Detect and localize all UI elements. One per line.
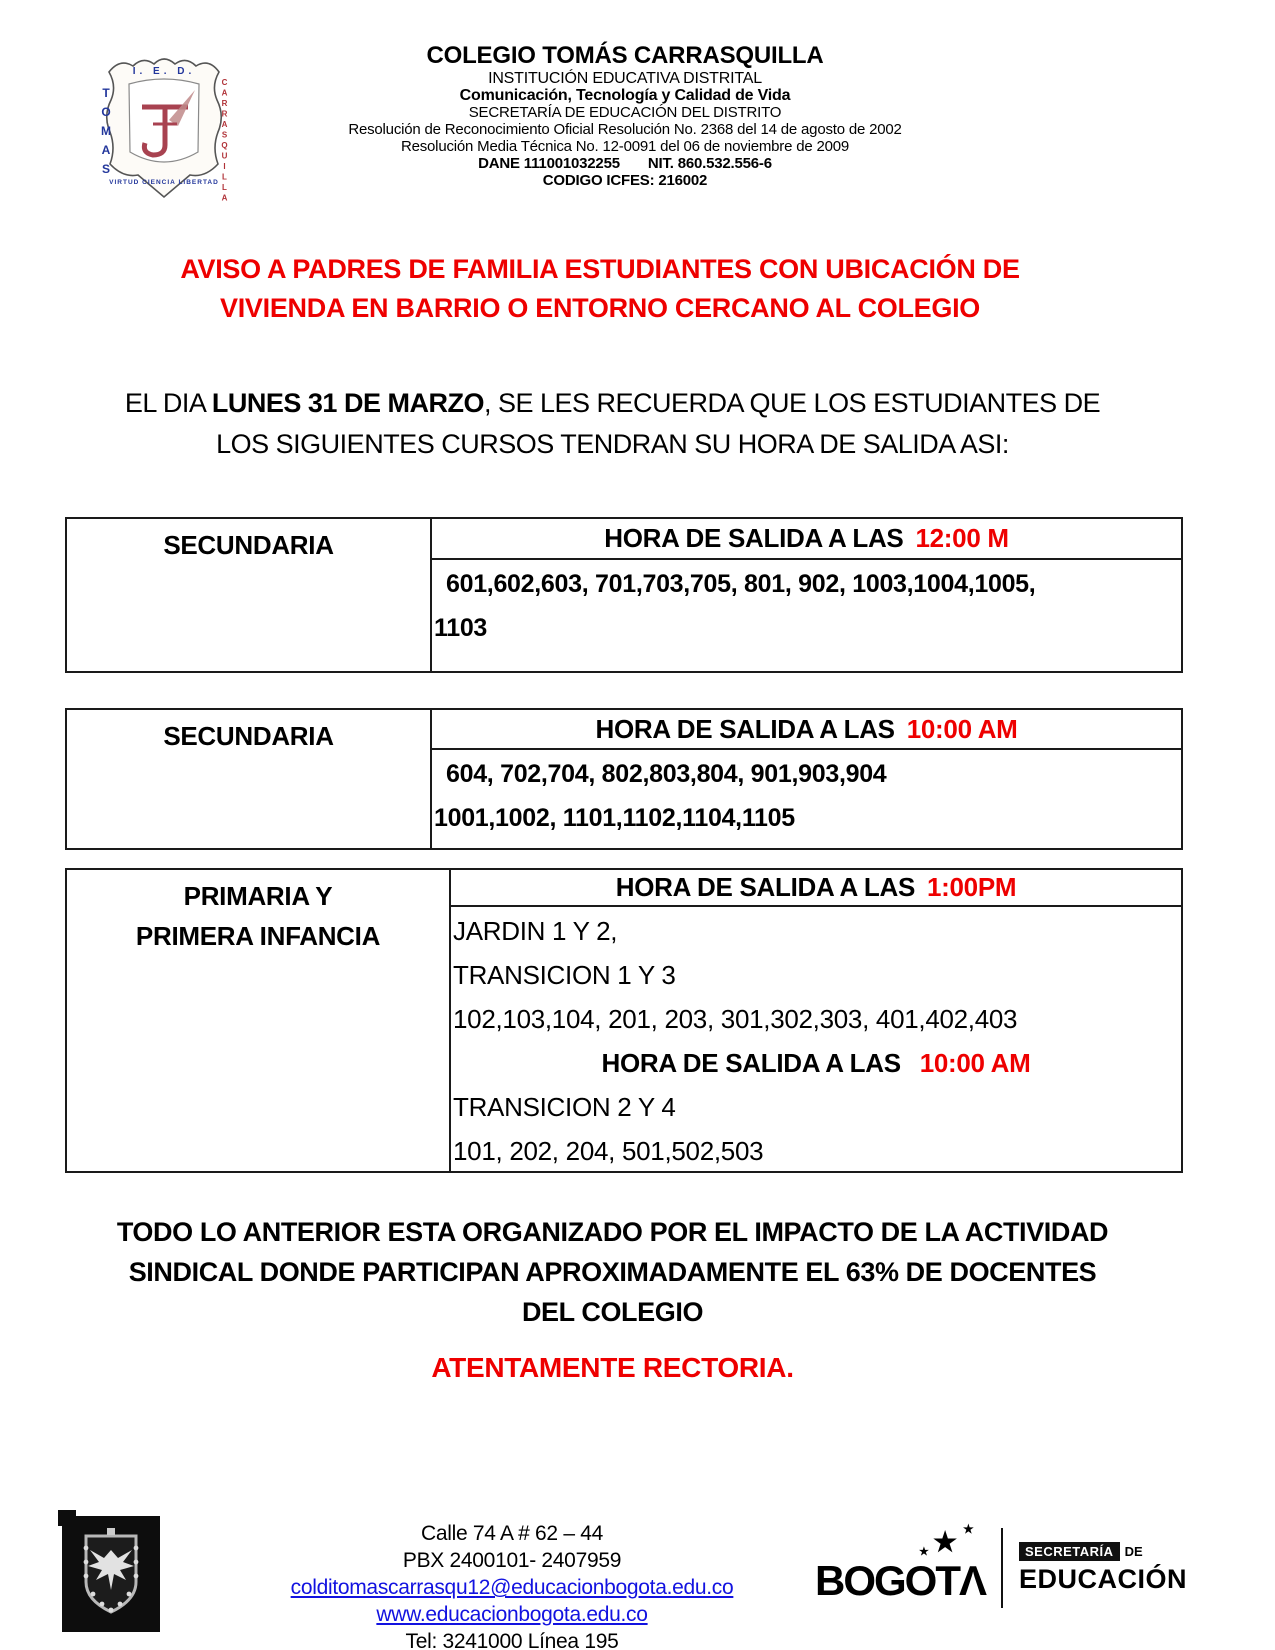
signature-line: ATENTAMENTE RECTORIA.: [431, 1352, 794, 1383]
school-name: COLEGIO TOMÁS CARRASQUILLA: [426, 42, 824, 69]
secretary-line: SECRETARÍA DE EDUCACIÓN DEL DISTRITO: [468, 104, 782, 121]
course-line: 604, 702,704, 802,803,804, 901,903,904: [446, 760, 887, 788]
group-line1: PRIMARIA Y: [183, 881, 333, 911]
course-line: JARDIN 1 Y 2,: [453, 916, 618, 946]
exit-time: 10:00 AM: [919, 1048, 1031, 1078]
group-cell: SECUNDARIA: [67, 519, 432, 671]
dane-code: DANE 111001032255: [478, 155, 620, 172]
resolution-1: Resolución de Reconocimiento Oficial Resolución No. 2368 del 14 de agosto de 2002: [348, 121, 902, 138]
resolution-2: Resolución Media Técnica No. 12-0091 del 06 de noviembre de 2009: [400, 138, 850, 155]
schedule-table-secundaria-10: [65, 708, 1183, 850]
header-cell: [432, 519, 1181, 560]
course-line: TRANSICION 2 Y 4: [453, 1092, 676, 1122]
de-text: DE: [1124, 1543, 1143, 1559]
closing-line2: SINDICAL DONDE PARTICIPAN APROXIMADAMENTE EL 63% DE DOCENTES: [128, 1257, 1097, 1287]
bogota-coat-of-arms-logo: [62, 1516, 160, 1632]
course-line: TRANSICION 1 Y 3: [453, 960, 676, 990]
header-cell: [451, 870, 1181, 907]
header-label: HORA DE SALIDA A LAS: [601, 1048, 901, 1078]
icfes-code: CODIGO ICFES: 216002: [542, 172, 708, 189]
educacion-text: EDUCACIÓN: [1019, 1563, 1188, 1594]
logo-motto-text: VIRTUD CIENCIA LIBERTAD: [109, 179, 219, 186]
intro-line2: LOS SIGUIENTES CURSOS TENDRAN SU HORA DE SALIDA ASI:: [216, 429, 1009, 459]
footer-tel: Tel: 3241000 Línea 195: [405, 1630, 619, 1650]
schedule-table-primaria: [65, 868, 1183, 1173]
course-line: 1001,1002, 1101,1102,1104,1105: [434, 804, 795, 832]
institution-motto: Comunicación, Tecnología y Calidad de Vida: [459, 87, 791, 104]
secretaria-badge: SECRETARÍA: [1019, 1542, 1120, 1561]
footer-contact-block: [262, 1520, 762, 1650]
intro-date: LUNES 31 DE MARZO: [211, 388, 484, 418]
course-line: 1103: [434, 614, 488, 642]
bogota-education-logo: [815, 1522, 1188, 1608]
schedule-table-secundaria-12: [65, 517, 1183, 673]
courses-cell: [432, 560, 1181, 671]
header-label: HORA DE SALIDA A LAS: [615, 872, 915, 902]
closing-line3: DEL COLEGIO: [521, 1297, 704, 1327]
courses-cell: [451, 907, 1181, 1173]
group-line2: PRIMERA INFANCIA: [135, 921, 381, 951]
course-line: 102,103,104, 201, 203, 301,302,303, 401,402,403: [453, 1004, 1018, 1034]
bogota-text: BOGOT: [815, 1557, 959, 1604]
notice-title-line1: AVISO A PADRES DE FAMILIA ESTUDIANTES CON UBICACIÓN DE: [180, 254, 1020, 284]
bogota-lambda-a: Λ: [959, 1557, 988, 1604]
course-line: 601,602,603, 701,703,705, 801, 902, 1003,1004,1005,: [446, 570, 1036, 598]
header-label: HORA DE SALIDA A LAS: [604, 523, 904, 553]
header-cell: [432, 710, 1181, 750]
big-star-icon: ★: [933, 1527, 956, 1557]
exit-time: 12:00 M: [915, 523, 1009, 553]
footer-address: Calle 74 A # 62 – 44: [421, 1522, 603, 1545]
footer-pbx: PBX 2400101- 2407959: [402, 1549, 622, 1572]
notice-title: [70, 250, 1130, 328]
footer-email-link[interactable]: colditomascarrasqu12@educacionbogota.edu.co: [290, 1576, 734, 1599]
secretaria-educacion-block: [1019, 1542, 1187, 1595]
footer-website-link[interactable]: www.educacionbogota.edu.co: [376, 1603, 648, 1626]
bogota-wordmark: [815, 1522, 988, 1605]
small-star-icon: ★: [963, 1522, 972, 1536]
group-cell: [67, 870, 451, 1173]
logo-carrasquilla-text: CARRASQUILLA: [220, 78, 229, 204]
nit-code: NIT. 860.532.556-6: [647, 155, 772, 172]
notice-title-line2: VIVIENDA EN BARRIO O ENTORNO CERCANO AL COLEGIO: [220, 293, 980, 323]
logo-divider: [1001, 1528, 1003, 1608]
small-star-icon: ★: [919, 1546, 927, 1558]
intro-paragraph: [70, 383, 1155, 465]
exit-time: 10:00 AM: [906, 713, 1018, 744]
course-line: 101, 202, 204, 501,502,503: [453, 1136, 764, 1166]
intro-pre: EL DIA: [124, 388, 212, 418]
exit-time: 1:00PM: [927, 872, 1017, 902]
secretaria-de-line: [1019, 1542, 1187, 1561]
logo-tomas-text: TOMAS: [99, 86, 113, 181]
dane-nit-line: [150, 155, 1100, 172]
institution-type: INSTITUCIÓN EDUCATIVA DISTRITAL: [488, 70, 762, 87]
intro-post: , SE LES RECUERDA QUE LOS ESTUDIANTES DE: [483, 388, 1101, 418]
courses-cell: [432, 750, 1181, 848]
second-header-line: [451, 1041, 1181, 1085]
intro-line1: [70, 383, 1155, 424]
letterhead: [150, 42, 1100, 189]
eagle-crest-icon: [62, 1516, 160, 1632]
group-cell: SECUNDARIA: [67, 710, 432, 848]
closing-paragraph: [70, 1212, 1155, 1332]
header-label: HORA DE SALIDA A LAS: [595, 713, 895, 744]
crest-notch: [58, 1510, 76, 1526]
closing-line1: TODO LO ANTERIOR ESTA ORGANIZADO POR EL IMPACTO DE LA ACTIVIDAD: [116, 1217, 1109, 1247]
logo-ied-text: I. E. D.: [132, 66, 196, 77]
